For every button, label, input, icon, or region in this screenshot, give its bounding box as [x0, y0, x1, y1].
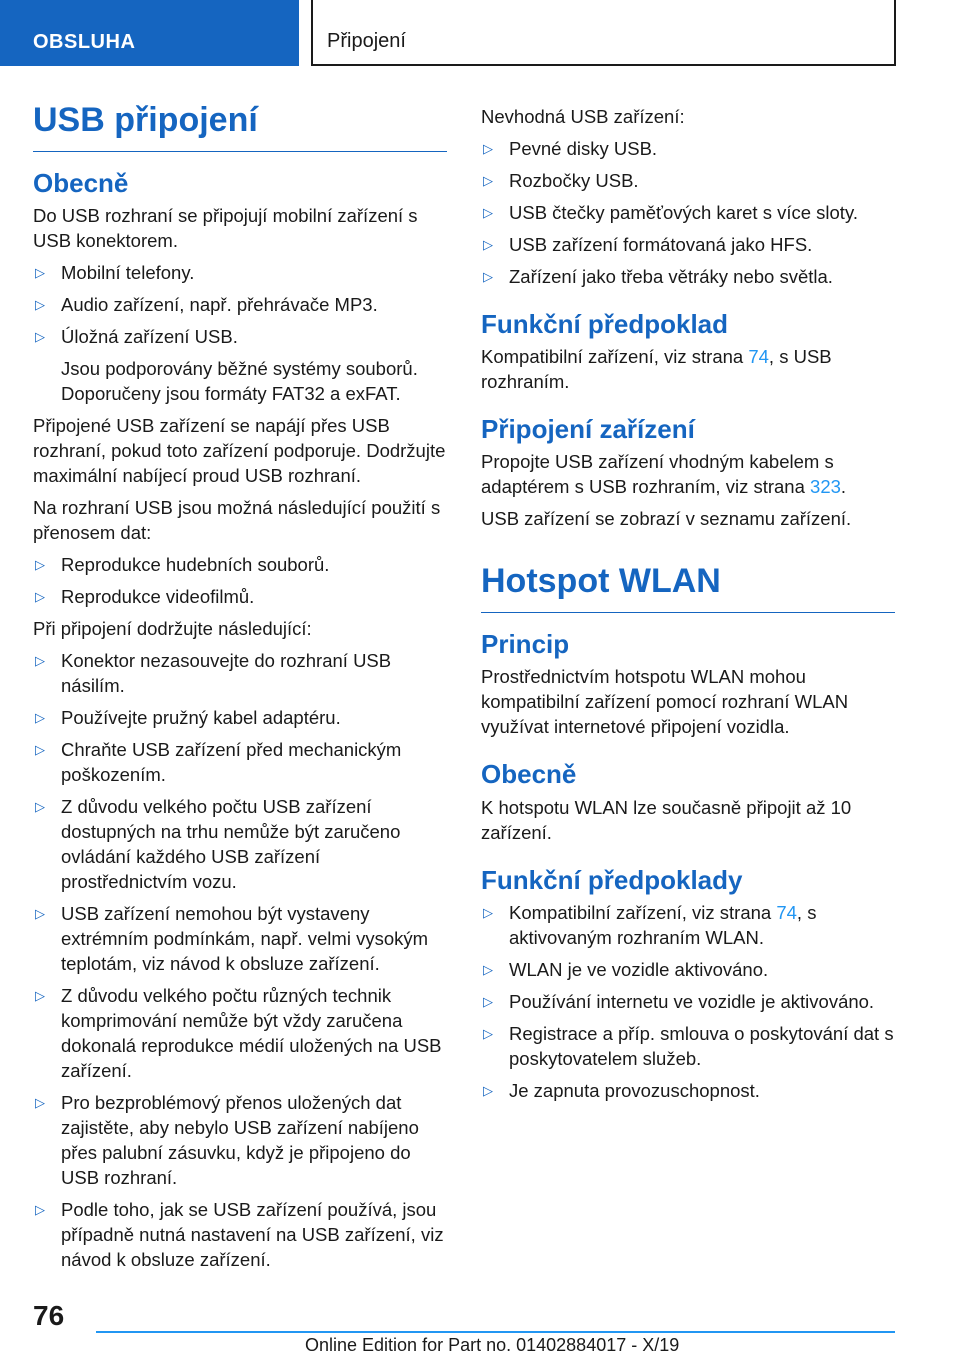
list-item: ▷ Reprodukce videofilmů. — [35, 585, 255, 607]
bullet-icon: ▷ — [35, 328, 45, 344]
list-item: ▷ Zařízení jako třeba větráky nebo světla. — [483, 266, 833, 287]
connect-note: USB zařízení se zobrazí v seznamu zařízení. — [481, 508, 852, 530]
bullet-icon: ▷ — [35, 556, 45, 572]
usb-title: USB připojení — [33, 100, 447, 152]
general-text: K hotspotu WLAN lze současně připojit až 10 zařízení. — [481, 796, 852, 843]
list-item: ▷ Reprodukce hudebních souborů. — [35, 553, 330, 575]
left-column — [33, 100, 447, 1279]
connect-heading: Připojení zařízení — [481, 414, 695, 445]
bullet-icon: ▷ — [35, 709, 45, 725]
list-item: ▷ Používejte pružný kabel adaptéru. — [35, 706, 341, 728]
list-item: ▷ Je zapnuta provozuschopnost. — [483, 1079, 760, 1101]
right-column — [481, 104, 895, 1110]
requirement-heading: Funkční předpoklad — [481, 309, 729, 339]
list-item: ▷ Konektor nezasouvejte do rozhraní USB násilím. — [35, 649, 392, 696]
principle-heading: Princip — [481, 629, 570, 660]
power-note: Připojené USB zařízení se napájí přes USB rozhraní, pokud toto zařízení podporuje. Dodržujte maximální nabíjecí proud USB rozhraní. — [33, 414, 446, 486]
bullet-icon: ▷ — [35, 1094, 45, 1110]
page-link[interactable]: 323 — [810, 476, 841, 498]
bullet-icon: ▷ — [483, 993, 493, 1009]
requirements-heading: Funkční předpoklady — [481, 864, 743, 895]
notes-intro: Při připojení dodržujte následující: — [33, 617, 312, 639]
connect-text: Propojte USB zařízení vhodným kabelem s adaptérem s USB rozhraním, viz strana 323. — [481, 451, 847, 498]
bullet-icon: ▷ — [483, 141, 493, 156]
bullet-icon: ▷ — [35, 798, 45, 814]
storage-note: Jsou podporovány běžné systémy souborů. Doporučeny jsou formáty FAT32 a exFAT. — [61, 357, 418, 404]
page-number: 76 — [33, 1300, 65, 1331]
list-item: ▷ Kompatibilní zařízení, viz strana 74, s aktivovaným rozhraním WLAN. — [483, 901, 817, 948]
general-heading: Obecně — [481, 759, 577, 790]
uses-intro: Na rozhraní USB jsou možná následující použití s přenosem dat: — [33, 496, 441, 543]
list-item: ▷ Audio zařízení, např. přehrávače MP3. — [35, 293, 378, 315]
list-item: ▷ Pro bezproblémový přenos uložených dat zajistěte, aby nebylo USB zařízení nabíjeno přes palubní zásuvku, když je připojeno do USB rozhraní. — [35, 1091, 419, 1188]
edition-footer: Online Edition for Part no. 01402884017 - X/19 — [305, 1335, 680, 1355]
bullet-icon: ▷ — [483, 904, 493, 920]
bullet-icon: ▷ — [35, 296, 45, 312]
bullet-icon: ▷ — [483, 1082, 493, 1098]
list-item: ▷ Pevné disky USB. — [483, 138, 658, 159]
list-item: ▷ Rozbočky USB. — [483, 170, 639, 191]
page-link[interactable]: 74 — [776, 901, 797, 923]
list-item: ▷ Z důvodu velkého počtu různých technik komprimování nemůže být vždy zaručena dokonalá reprodukce médií uložených na USB zařízení. — [35, 984, 442, 1081]
list-item: ▷ Úložná zařízení USB. Jsou podporovány běžné systémy souborů. Doporučeny jsou formáty FAT32 a exFAT. — [33, 324, 447, 406]
general-heading: Obecně — [33, 167, 129, 198]
bullet-icon: ▷ — [483, 237, 493, 252]
unsuitable-intro: Nevhodná USB zařízení: — [481, 106, 685, 127]
general-intro: Do USB rozhraní se připojují mobilní zařízení s USB konektorem. — [33, 204, 418, 251]
list-item: ▷ WLAN je ve vozidle aktivováno. — [483, 958, 769, 980]
hotspot-title: Hotspot WLAN — [481, 561, 895, 613]
section-tab: OBSLUHA — [0, 0, 299, 66]
bullet-icon: ▷ — [35, 987, 45, 1003]
footer-divider — [96, 1331, 895, 1333]
bullet-icon: ▷ — [35, 652, 45, 668]
page-header — [0, 0, 960, 66]
list-item: ▷ USB čtečky paměťových karet s více sloty. — [483, 202, 858, 223]
bullet-icon: ▷ — [35, 741, 45, 757]
bullet-icon: ▷ — [35, 264, 45, 280]
subsection-tab: Připojení — [311, 0, 896, 66]
list-item: ▷ Mobilní telefony. — [35, 261, 195, 283]
notes-list — [33, 648, 447, 1272]
list-item: ▷ Podle toho, jak se USB zařízení používá, jsou případně nutná nastavení na USB zařízení, viz návod k obsluze zařízení. — [35, 1198, 444, 1270]
bullet-icon: ▷ — [483, 173, 493, 188]
requirements-list — [481, 900, 895, 1103]
list-item: ▷ Chraňte USB zařízení před mechanickým poškozením. — [35, 738, 402, 785]
bullet-icon: ▷ — [35, 588, 45, 604]
bullet-icon: ▷ — [483, 961, 493, 977]
bullet-icon: ▷ — [483, 205, 493, 220]
bullet-icon: ▷ — [35, 905, 45, 921]
bullet-icon: ▷ — [35, 1201, 45, 1217]
uses-list — [33, 552, 447, 609]
bullet-icon: ▷ — [483, 269, 493, 284]
device-list — [33, 260, 447, 406]
bullet-icon: ▷ — [483, 1025, 493, 1041]
list-item: ▷ Z důvodu velkého počtu USB zařízení dostupných na trhu nemůže být zaručeno ovládání každého USB zařízení prostřednictvím vozu. — [35, 795, 401, 892]
principle-text: Prostřednictvím hotspotu WLAN mohou kompatibilní zařízení pomocí rozhraní WLAN využívat internetové připojení vozidla. — [481, 666, 849, 738]
list-item: ▷ Registrace a příp. smlouva o poskytování dat s poskytovatelem služeb. — [483, 1022, 894, 1069]
list-item: ▷ USB zařízení nemohou být vystaveny extrémním podmínkám, např. velmi vysokým teplotám, viz návod k obsluze zařízení. — [35, 902, 429, 974]
list-item: ▷ USB zařízení formátovaná jako HFS. — [483, 234, 813, 255]
requirement-text: Kompatibilní zařízení, viz strana 74, s USB rozhraním. — [481, 346, 832, 393]
unsuitable-list — [481, 136, 895, 289]
list-item: ▷ Používání internetu ve vozidle je aktivováno. — [483, 990, 875, 1012]
page-link[interactable]: 74 — [748, 346, 769, 368]
